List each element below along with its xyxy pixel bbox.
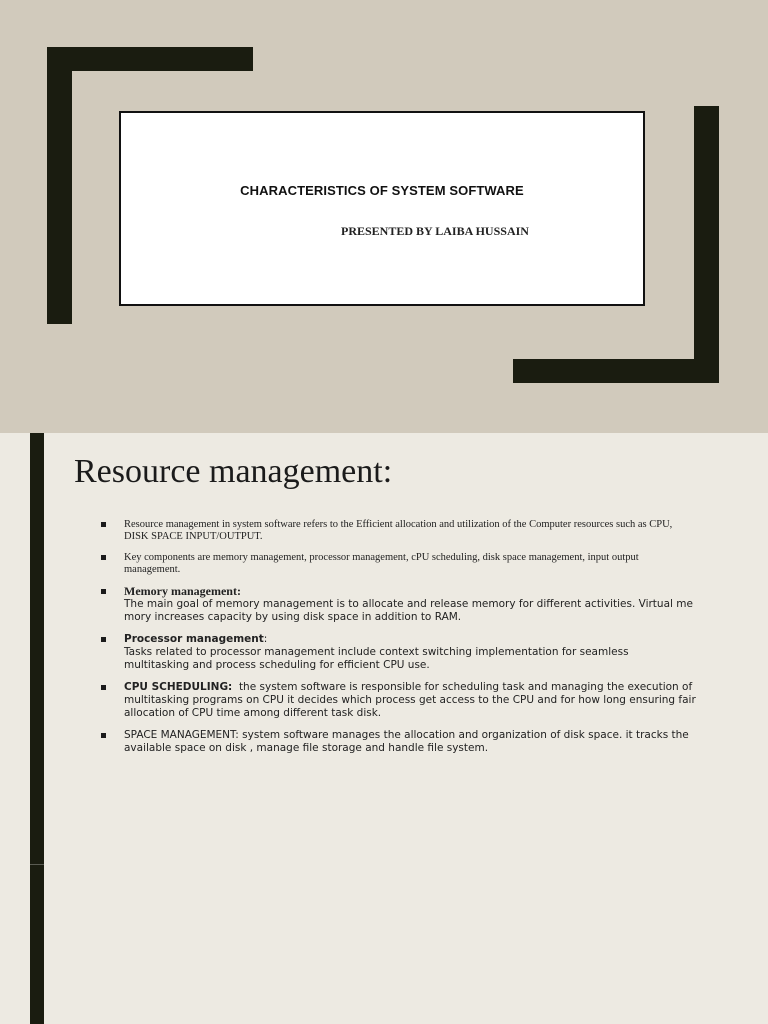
side-accent-bar bbox=[30, 433, 44, 1024]
frame-bar-bottom-right-horizontal bbox=[513, 359, 719, 383]
bullet-text: SPACE MANAGEMENT: system software manages the allocation and organization of disk space. it tracks the available space on disk , manage file storage and handle file system. bbox=[124, 729, 689, 754]
title-slide bbox=[0, 0, 768, 433]
square-bullet-icon bbox=[101, 685, 106, 690]
frame-bar-bottom-right-vertical bbox=[694, 106, 719, 383]
square-bullet-icon bbox=[101, 637, 106, 642]
square-bullet-icon bbox=[101, 589, 106, 594]
square-bullet-icon bbox=[101, 522, 106, 527]
bullet-text: Resource management in system software refers to the Efficient allocation and utilization of the Computer resources such as CPU, DISK SPACE INPUT/OUTPUT. bbox=[124, 519, 673, 542]
slide-subtitle: PRESENTED BY LAIBA HUSSAIN bbox=[341, 224, 529, 238]
slide-title: CHARACTERISTICS OF SYSTEM SOFTWARE bbox=[240, 183, 524, 198]
list-item bbox=[96, 681, 700, 720]
bullet-text: Key components are memory management, processor management, cPU scheduling, disk space management, input output management. bbox=[124, 552, 639, 575]
slide-heading: Resource management: bbox=[74, 453, 393, 490]
bullet-text: The main goal of memory management is to allocate and release memory for different activities. Virtual me mory increases capacity by using disk space in addition to RAM. bbox=[124, 598, 693, 623]
bullet-text: the system software is responsible for scheduling task and managing the execution of multitasking programs on CPU it decides which process get access to the CPU and for how long ensuring fair allocation of CPU time among different task disk. bbox=[124, 681, 700, 719]
list-item bbox=[96, 585, 696, 624]
frame-bar-top-left-horizontal bbox=[47, 47, 253, 71]
side-accent-divider bbox=[30, 864, 44, 865]
bullet-label-suffix: : bbox=[263, 633, 268, 645]
bullet-text: Tasks related to processor management include context switching implementation for seamless multitasking and process scheduling for efficient CPU use. bbox=[124, 646, 629, 671]
list-item bbox=[96, 552, 696, 576]
list-item bbox=[96, 633, 696, 672]
bullet-list bbox=[96, 519, 700, 755]
bullet-label: Processor management bbox=[124, 633, 264, 645]
square-bullet-icon bbox=[101, 555, 106, 560]
bullet-label: CPU SCHEDULING: bbox=[124, 681, 233, 693]
title-box bbox=[119, 111, 645, 306]
square-bullet-icon bbox=[101, 733, 106, 738]
frame-bar-top-left-vertical bbox=[47, 47, 72, 324]
list-item bbox=[96, 729, 696, 755]
bullet-label: Memory management: bbox=[124, 584, 241, 598]
content-slide bbox=[0, 433, 768, 1024]
list-item bbox=[96, 519, 696, 543]
